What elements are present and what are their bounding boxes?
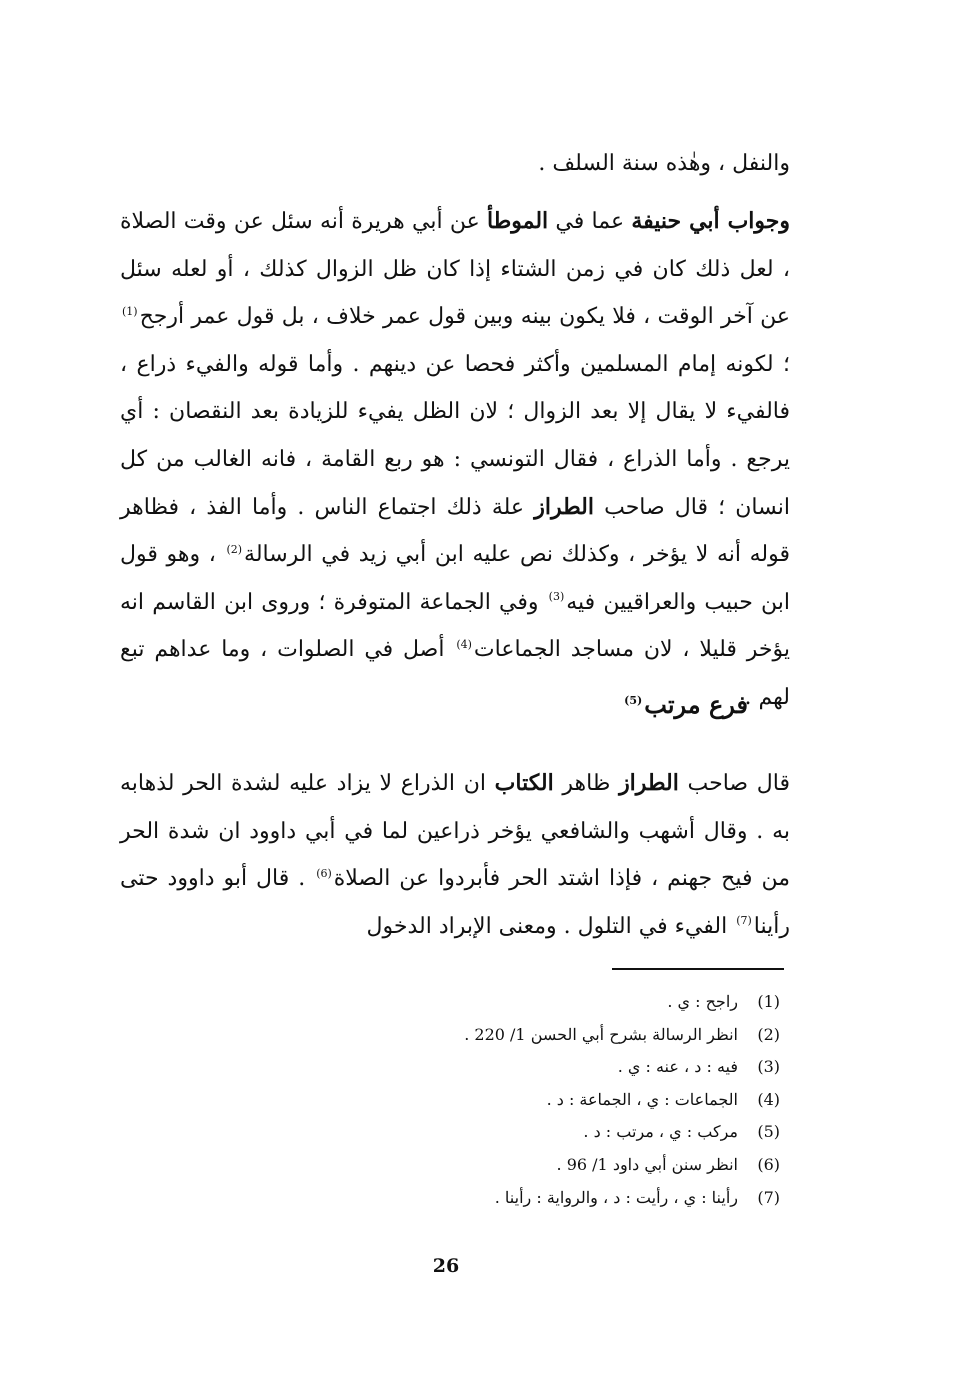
footnote-number: (5) xyxy=(757,1122,780,1142)
footnote-text: مركب : ي ، مرتب : د . xyxy=(583,1122,738,1142)
paragraph-3-part-5: الفيء في التلول . ومعنى الإبراد الدخول xyxy=(366,913,735,939)
paragraph-2-part-7: أصل في الصلوات ، وما عداهم تبع لهم . xyxy=(120,637,790,710)
book-title-tiraz-2: الطراز xyxy=(619,770,679,796)
book-title-muwatta: الموطأ xyxy=(487,208,549,234)
footnote-item xyxy=(340,1051,780,1084)
paragraph-1 xyxy=(120,140,790,188)
paragraph-3-part-2: ظاهر xyxy=(553,771,620,796)
footnote-separator xyxy=(612,968,784,970)
paragraph-2-part-5: ، وهو قول ابن حبيب والعراقيين فيه xyxy=(120,542,790,615)
footnote-number: (6) xyxy=(757,1154,780,1174)
footnote-item xyxy=(340,1182,780,1215)
footnote-ref-5[interactable]: (5) xyxy=(624,694,643,707)
section-heading-text: فرع مرتب xyxy=(644,690,748,719)
paragraph-2-part-4: علة ذلك اجتماع الناس . وأما الفذ ، فظاهر قوله أنه لا يؤخر ، وكذلك نص عليه ابن أبي زيد في الرسالة xyxy=(120,494,790,568)
footnote-item xyxy=(340,986,780,1019)
paragraph-2-part-1: عما في xyxy=(548,209,632,234)
paragraph-3-part-4: . قال أبو داوود حتى رأينا xyxy=(120,866,790,939)
footnote-ref-1[interactable]: (1) xyxy=(122,304,138,318)
footnote-text: فيه : د ، عنه : ي . xyxy=(617,1057,738,1077)
paragraph-2-lead: وجواب أبي حنيفة xyxy=(631,208,790,234)
footnote-text: انظر سنن أبي داود 1/ 96 . xyxy=(556,1154,738,1174)
footnote-ref-7[interactable]: (7) xyxy=(736,914,752,928)
footnote-number: (7) xyxy=(757,1187,780,1207)
footnote-item xyxy=(340,1084,780,1117)
footnote-number: (2) xyxy=(757,1024,780,1044)
section-heading xyxy=(622,690,748,719)
footnote-text: الجماعات : ي ، الجماعة : د . xyxy=(546,1089,738,1109)
footnote-text: انظر الرسالة بشرح أبي الحسن 1/ 220 . xyxy=(464,1024,738,1044)
paragraph-3 xyxy=(120,760,790,950)
paragraph-2-part-2: عن أبي هريرة أنه سئل عن وقت الصلاة ، لعل ذلك كان في زمن الشتاء إذا كان ظل الزوال كذلك ، أو لعله سئل عن آخر الوقت ، فلا يكون بينه وبين قول عمر خلاف ، بل قول عمر أرجح xyxy=(120,209,790,330)
page-number: 26 xyxy=(432,1255,460,1277)
footnote-item xyxy=(340,1019,780,1052)
paragraph-1-text: والنفل ، وهٰذه سنة السلف . xyxy=(538,151,790,176)
footnote-item xyxy=(340,1116,780,1149)
paragraph-2-part-3: ؛ لكونه إمام المسلمين وأكثر فحصا عن دينهم . وأما قوله والفيء ذراع ، فالفيء لا يقال إلا بعد الزوال ؛ لان الظل يفيء للزيادة بعد النقصان : أي يرجع . وأما الذراع ، فقال التونسي : هو ربع القامة ، فانه الغالب من كل انسان ؛ قال صاحب xyxy=(120,351,790,520)
footnote-number: (3) xyxy=(757,1057,780,1077)
footnote-text: راجح : ي . xyxy=(667,992,738,1011)
footnote-item xyxy=(340,1149,780,1182)
footnote-ref-6[interactable]: (6) xyxy=(316,866,332,880)
paragraph-3-part-3: ان الذراع لا يزاد عليه لشدة الحر لذهابه به . وقال أشهب والشافعي يؤخر ذراعين لما في أبي داوود ان شدة الحر من فيح جهنم ، فإذا اشتد الحر فأبردوا عن الصلاة xyxy=(120,771,790,892)
footnote-number: (1) xyxy=(757,992,780,1011)
footnote-text: رأينا : ي ، رأيت : د ، والرواية : رأينا . xyxy=(494,1187,738,1207)
book-title-kitab: الكتاب xyxy=(494,770,554,796)
footnote-ref-4[interactable]: (4) xyxy=(456,638,472,652)
footnote-ref-2[interactable]: (2) xyxy=(226,542,243,556)
footnote-number: (4) xyxy=(757,1089,780,1109)
paragraph-2-part-6: وفي الجماعة المتوفرة ؛ وروى ابن القاسم انه يؤخر قليلا ، لان مساجد الجماعات xyxy=(120,589,790,663)
book-title-tiraz: الطراز xyxy=(534,493,594,520)
footnote-ref-3[interactable]: (3) xyxy=(548,590,565,604)
paragraph-2 xyxy=(120,198,790,722)
footnotes-list xyxy=(340,986,780,1214)
paragraph-3-part-1: قال صاحب xyxy=(678,771,790,796)
